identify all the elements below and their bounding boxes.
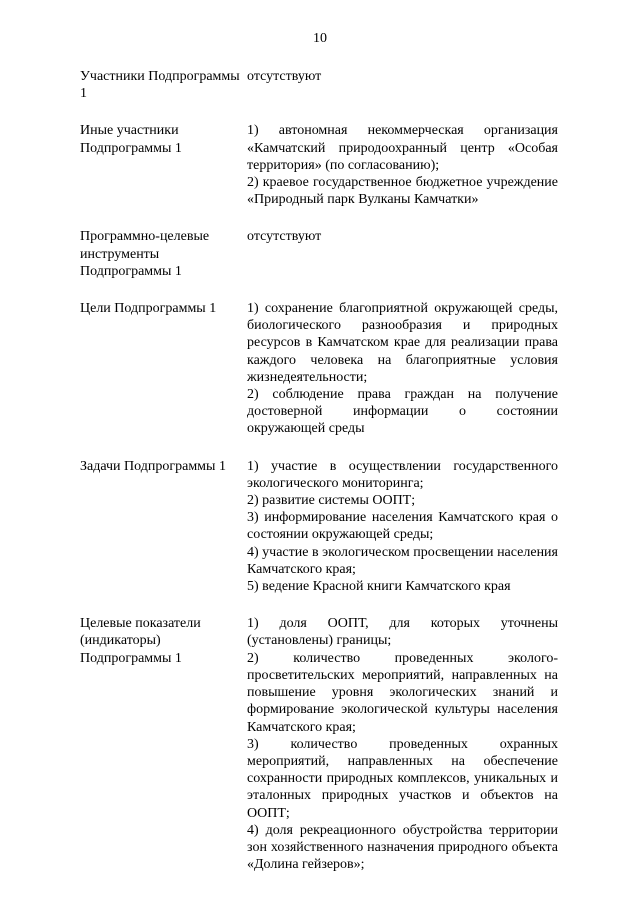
row-content bbox=[247, 615, 558, 873]
content-paragraph: 2) количество проведенных эколого-просветительских мероприятий, направленных на повышение уровня экологических знаний и формирование экологической культуры населения Камчатского края; bbox=[247, 650, 558, 735]
content-paragraph: 2) соблюдение права граждан на получение достоверной информации о состоянии окружающей среды bbox=[247, 387, 558, 437]
row-content bbox=[247, 300, 558, 438]
content-paragraph: 1) сохранение благоприятной окружающей среды, биологического разнообразия и природных ресурсов в Камчатском крае для реализации права каждого человека на благоприятные условия жизнедеятельности; bbox=[247, 301, 558, 385]
content-paragraph: 2) краевое государственное бюджетное учреждение «Природный парк Вулканы Камчатки» bbox=[247, 175, 558, 208]
row-label: Участники Подпрограммы 1 bbox=[80, 69, 240, 102]
row-content bbox=[247, 122, 558, 208]
row-program-tools bbox=[80, 228, 558, 280]
content-paragraph: 3) количество проведенных охранных мероприятий, направленных на обеспечение сохранности природных комплексов, уникальных и эталонных природных участков и объектов на ООПТ; bbox=[247, 736, 558, 821]
content-paragraph: отсутствуют bbox=[247, 229, 322, 245]
content-paragraph: 1) автономная некоммерческая организация «Камчатский природоохранный центр «Особая территория» (по согласованию); bbox=[247, 123, 558, 173]
row-goals bbox=[80, 300, 558, 438]
row-target-indicators bbox=[80, 615, 558, 873]
row-content bbox=[247, 228, 558, 280]
content-paragraph: 4) доля рекреационного обустройства территории зон хозяйственного назначения природного объекта «Долина гейзеров»; bbox=[247, 822, 558, 873]
row-label: Целевые показатели (индикаторы) Подпрограммы 1 bbox=[80, 616, 201, 666]
page-number: 10 bbox=[313, 31, 327, 46]
content-paragraph: 4) участие в экологическом просвещении населения Камчатского края; bbox=[247, 544, 558, 577]
content-paragraph: 1) доля ООПТ, для которых уточнены (установлены) границы; bbox=[247, 616, 558, 649]
content-paragraph: 3) информирование населения Камчатского края о состоянии окружающей среды; bbox=[247, 510, 558, 543]
row-label: Программно-целевые инструменты Подпрограммы 1 bbox=[80, 229, 210, 279]
content-paragraph: 2) развитие системы ООПТ; bbox=[247, 493, 416, 509]
content-paragraph: 5) ведение Красной книги Камчатского края bbox=[247, 579, 511, 595]
passport-table bbox=[80, 68, 558, 873]
row-label: Цели Подпрограммы 1 bbox=[80, 301, 217, 317]
row-content bbox=[247, 458, 558, 596]
content-paragraph: 1) участие в осуществлении государственного экологического мониторинга; bbox=[247, 458, 558, 491]
content-paragraph: отсутствуют bbox=[247, 69, 322, 84]
row-content bbox=[247, 68, 558, 102]
row-other-participants bbox=[80, 122, 558, 208]
row-label: Иные участники Подпрограммы 1 bbox=[80, 123, 182, 156]
row-participants bbox=[80, 68, 558, 102]
row-tasks bbox=[80, 458, 558, 596]
row-label: Задачи Подпрограммы 1 bbox=[80, 458, 226, 474]
